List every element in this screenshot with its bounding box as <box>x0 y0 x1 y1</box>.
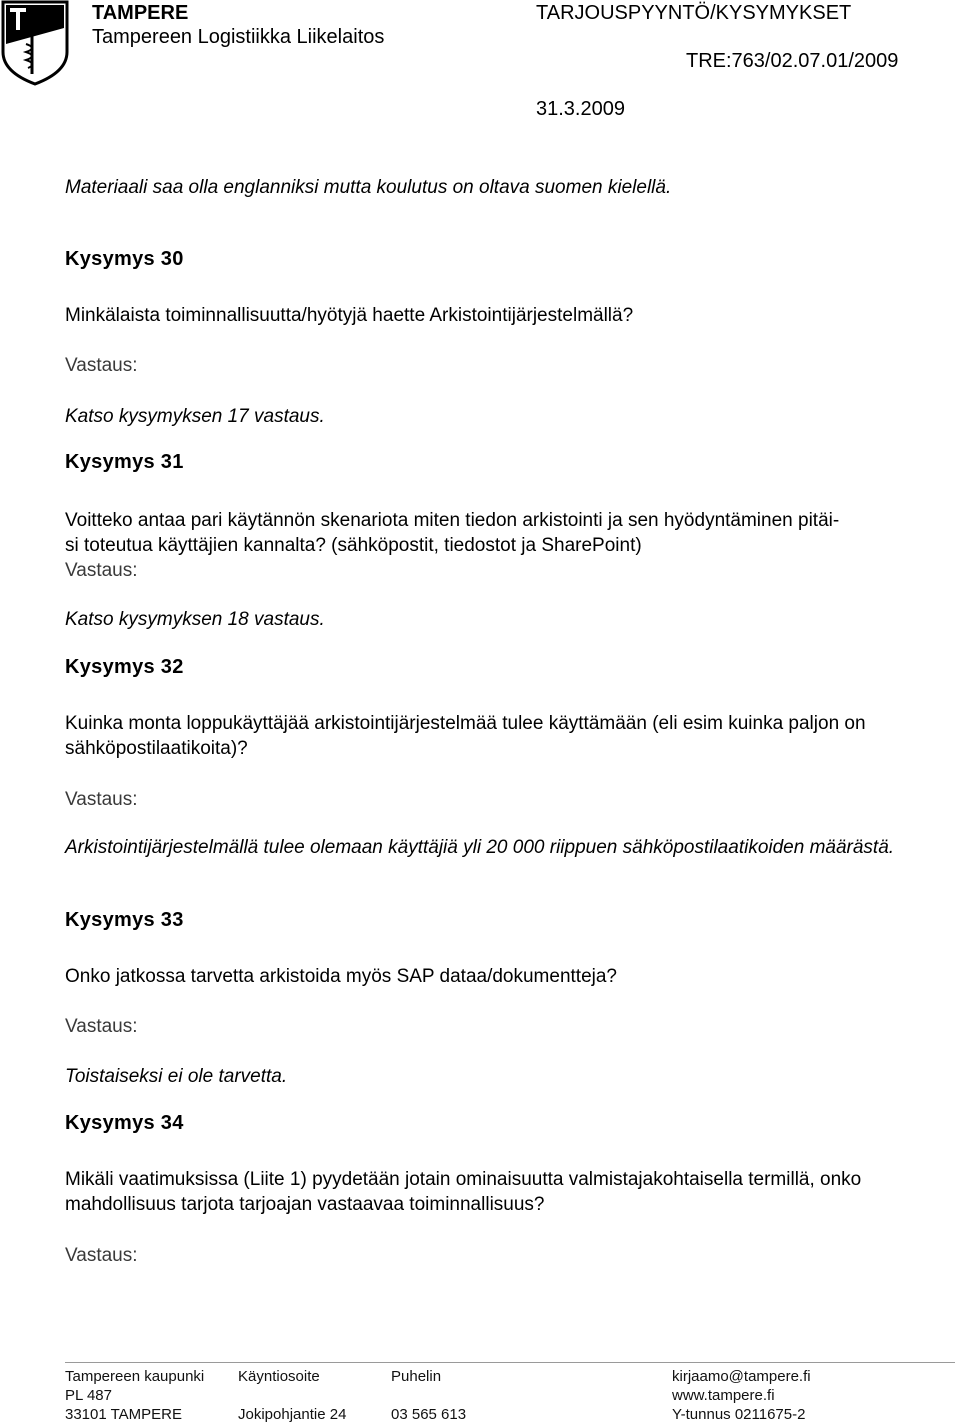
footer-website-link[interactable]: www.tampere.fi <box>672 1387 775 1404</box>
footer-email-link[interactable]: kirjaamo@tampere.fi <box>672 1368 811 1385</box>
answer-text: Toistaiseksi ei ole tarvetta. <box>65 1066 288 1087</box>
answer-label: Vastaus: <box>65 355 138 376</box>
question-title: Kysymys 31 <box>65 451 184 473</box>
question-title: Kysymys 32 <box>65 656 184 678</box>
answer-label: Vastaus: <box>65 560 138 581</box>
answer-label: Vastaus: <box>65 1245 138 1266</box>
footer-address-line: Tampereen kaupunki <box>65 1368 205 1385</box>
answer-label: Vastaus: <box>65 789 138 810</box>
intro-note: Materiaali saa olla englanniksi mutta koulutus on oltava suomen kielellä. <box>65 177 672 198</box>
question-text-line-2: si toteutua käyttäjien kannalta? (sähköpostit, tiedostot ja SharePoint) <box>65 535 642 556</box>
tampere-coat-of-arms-logo <box>0 0 70 86</box>
footer-phone-number: 03 565 613 <box>391 1406 467 1423</box>
question-text: Mikäli vaatimuksissa (Liite 1) pyydetään jotain ominaisuutta valmistajakohtaisella termillä, onko mahdollisuus tarjota tarjoajan vastaavaa toiminnallisuus? <box>65 1169 862 1215</box>
question-text: Onko jatkossa tarvetta arkistoida myös SAP dataa/dokumentteja? <box>65 966 618 987</box>
answer-text: Katso kysymyksen 17 vastaus. <box>65 406 325 427</box>
city-title: TAMPERE <box>92 2 189 24</box>
question-title: Kysymys 33 <box>65 909 184 931</box>
question-title: Kysymys 34 <box>65 1112 184 1134</box>
footer-visiting-label: Käyntiosoite <box>238 1368 320 1385</box>
question-title: Kysymys 30 <box>65 248 184 270</box>
reference-number: TRE:763/02.07.01/2009 <box>686 50 899 72</box>
answer-text: Katso kysymyksen 18 vastaus. <box>65 609 325 630</box>
organization-name: Tampereen Logistiikka Liikelaitos <box>92 26 385 48</box>
question-text: Minkälaista toiminnallisuutta/hyötyjä haette Arkistointijärjestelmällä? <box>65 305 634 326</box>
question-text-line-1: Voitteko antaa pari käytännön skenariota miten tiedon arkistointi ja sen hyödyntäminen pitäi- <box>65 510 840 531</box>
footer-phone-label: Puhelin <box>391 1368 442 1385</box>
footer-address-line: PL 487 <box>65 1387 112 1404</box>
footer-business-id: Y-tunnus 0211675-2 <box>672 1406 806 1423</box>
question-text: Kuinka monta loppukäyttäjää arkistointijärjestelmää tulee käyttämään (eli esim kuinka paljon on sähköpostilaatikoita)? <box>65 713 866 759</box>
footer-visiting-address: Jokipohjantie 24 <box>238 1406 347 1423</box>
document-date: 31.3.2009 <box>536 98 625 120</box>
footer-address-line: 33101 TAMPERE <box>65 1406 183 1423</box>
answer-label: Vastaus: <box>65 1016 138 1037</box>
answer-text: Arkistointijärjestelmällä tulee olemaan käyttäjiä yli 20 000 riippuen sähköpostilaatikoiden määrästä. <box>65 837 895 858</box>
footer-divider <box>65 1362 955 1363</box>
document-type: TARJOUSPYYNTÖ/KYSYMYKSET <box>536 2 852 24</box>
